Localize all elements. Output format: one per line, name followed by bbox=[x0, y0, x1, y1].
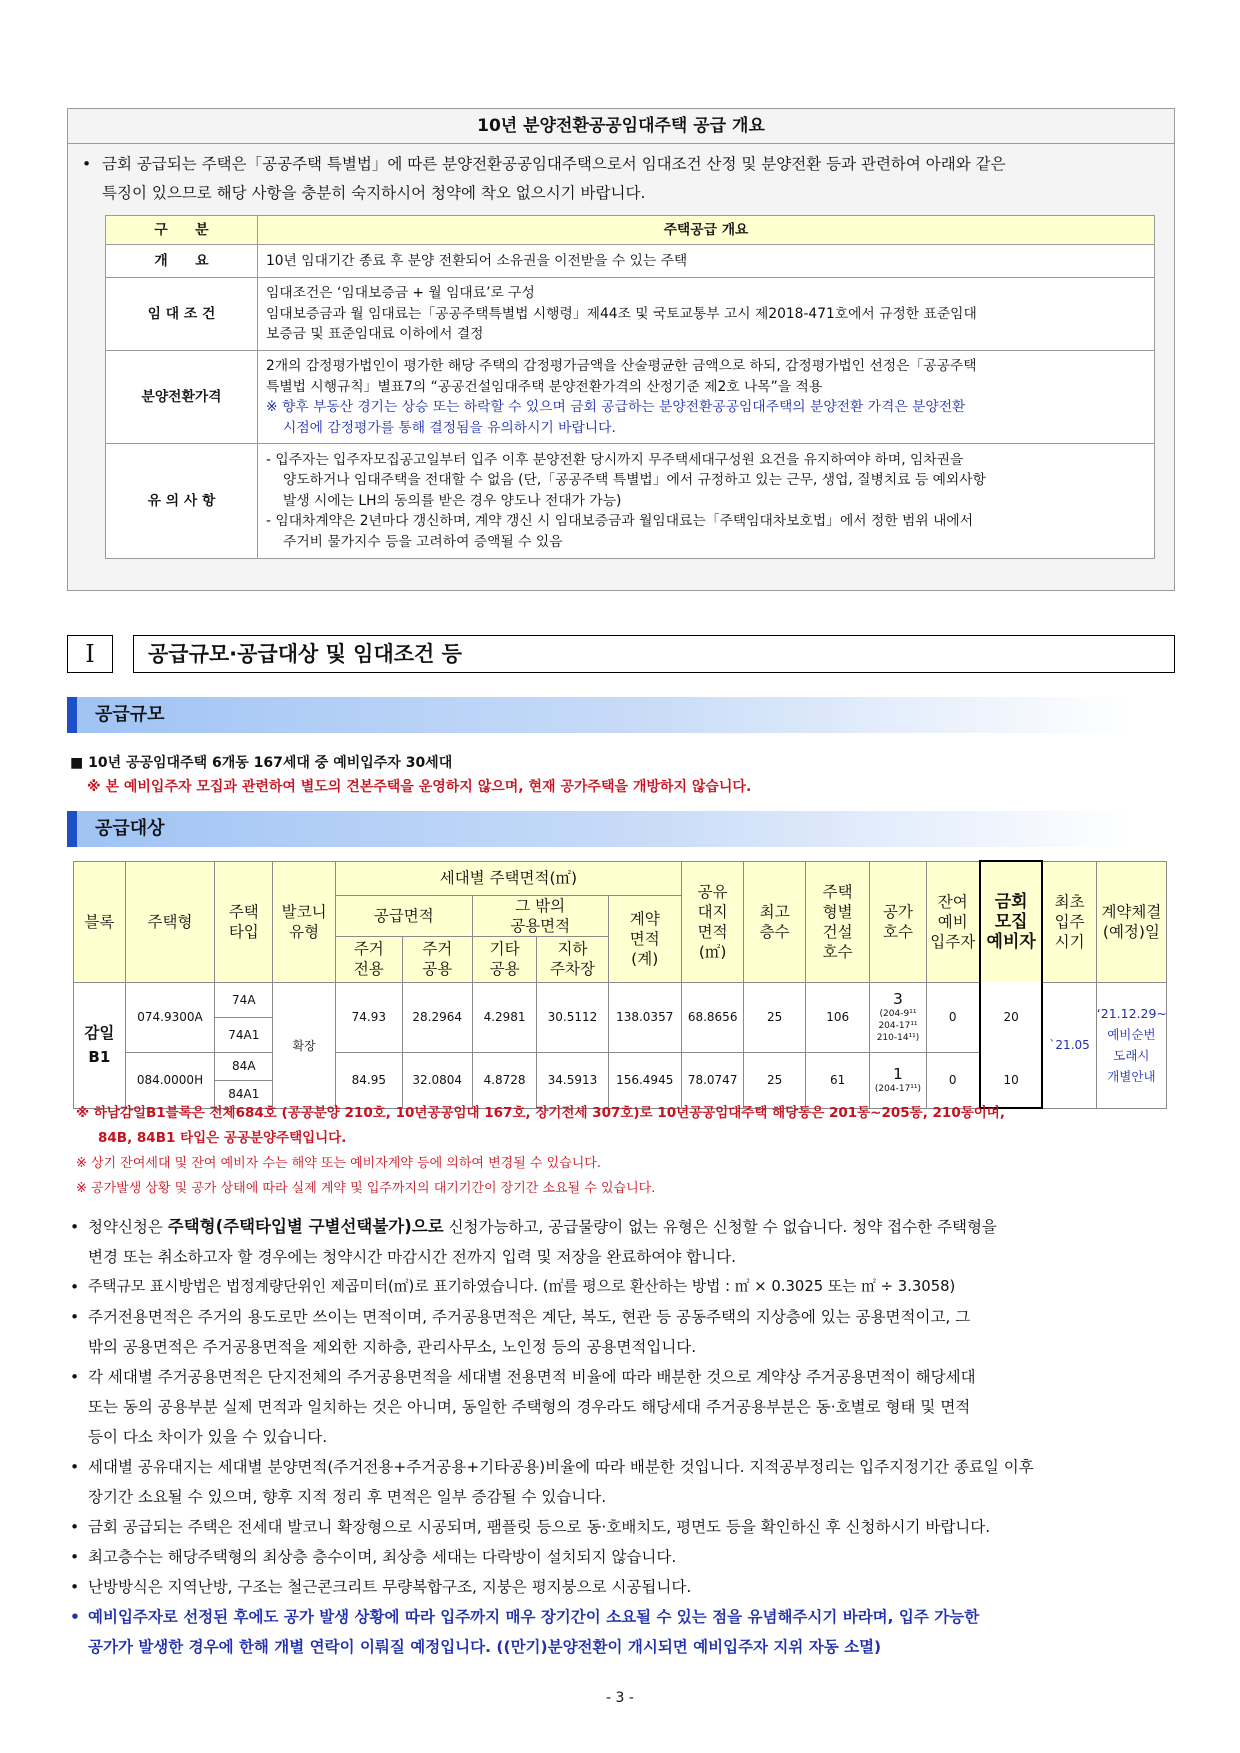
cell-built: 61 bbox=[805, 1052, 870, 1108]
col-current-recruit bbox=[980, 861, 1043, 982]
block-note-line-2: 84B, 84B1 타입은 공공분양주택입니다. bbox=[98, 1130, 347, 1146]
intro-line-2: 특징이 있으므로 해당 사항을 충분히 숙지하시어 청약에 착오 없으시기 바랍니다. bbox=[102, 184, 646, 202]
bullet-dot: • bbox=[70, 1608, 80, 1626]
header-text: 잔여 bbox=[937, 892, 968, 911]
block-code: B1 bbox=[88, 1048, 111, 1066]
cell-contract: 138.0357 bbox=[608, 982, 681, 1052]
list-item bbox=[70, 1272, 1174, 1302]
vacant-detail: (204-9¹¹ bbox=[879, 1009, 917, 1019]
subheading-label: 공급대상 bbox=[95, 818, 165, 839]
cell-subtype: 74A1 bbox=[215, 1017, 273, 1052]
header-text: 호수 bbox=[883, 922, 913, 941]
col-parking bbox=[537, 936, 608, 982]
cell-contract-date bbox=[1096, 982, 1166, 1108]
cell-recruit: 20 bbox=[980, 982, 1043, 1052]
vacant-detail: 204-17¹¹ bbox=[878, 1021, 918, 1031]
vacant-detail: 210-14¹¹) bbox=[876, 1033, 920, 1043]
col-common bbox=[402, 936, 472, 982]
row-line: 발생 시에는 LH의 동의를 받은 경우 양도나 전대가 가능) bbox=[283, 492, 622, 509]
header-text: 예비 bbox=[937, 912, 968, 931]
row-content bbox=[258, 278, 1155, 351]
bullet-text: 또는 동의 공용부분 실제 면적과 일치하는 것은 아니며, 동일한 주택형의 경우라도 해당세대 주거공용부분은 동·호별로 형태 및 면적 bbox=[88, 1398, 971, 1416]
header-category: 구 분 bbox=[106, 216, 258, 245]
header-text: 대지 bbox=[697, 902, 728, 921]
bullet-dot: • bbox=[70, 1578, 80, 1596]
cell-common: 28.2964 bbox=[402, 982, 472, 1052]
header-text: (㎡) bbox=[698, 942, 727, 961]
bullet-text: 난방방식은 지역난방, 구조는 철근콘크리트 무량복합구조, 지붕은 평지붕으로 시공됩니다. bbox=[88, 1578, 692, 1596]
vacancy-note: ※ 공가발생 상황 및 공가 상태에 따라 실제 계약 및 입주까지의 대기기간이 장기간 소요될 수 있습니다. bbox=[76, 1181, 656, 1196]
block-note-line-1: ※ 하남감일B1블록은 전체684호 (공공분양 210호, 10년공공임대 167호, 장기전세 307호)로 10년공공임대주택 해당동은 201동~205동, 210동이며, bbox=[76, 1105, 1005, 1121]
header-text: 공용 bbox=[489, 960, 520, 978]
cell-remaining: 0 bbox=[926, 1052, 980, 1108]
vacant-count: 3 bbox=[893, 990, 903, 1008]
cell-parking: 34.5913 bbox=[537, 1052, 608, 1108]
bullet-text: 최고층수는 해당주택형의 최상층 층수이며, 최상층 세대는 다락방이 설치되지 않습니다. bbox=[88, 1548, 677, 1566]
subheading-supply-target bbox=[67, 811, 1133, 847]
bullet-text: 주거전용면적은 주거의 용도로만 쓰이는 면적이며, 주거공용면적은 계단, 복도, 현관 등 공동주택의 지상층에 있는 공용면적이고, 그 bbox=[88, 1308, 971, 1326]
overview-title: 10년 분양전환공공임대주택 공급 개요 bbox=[68, 109, 1174, 144]
page-number: - 3 - bbox=[606, 1690, 634, 1706]
overview-row-conversion-price bbox=[106, 351, 1155, 444]
header-text: 면적 bbox=[629, 929, 660, 948]
header-text: 면적 bbox=[697, 922, 728, 941]
subheading-accent-bar bbox=[67, 811, 77, 847]
contract-date-line: 예비순번 bbox=[1107, 1027, 1156, 1042]
col-first-move-in bbox=[1042, 861, 1096, 982]
bullet-text: 청약신청은 bbox=[88, 1218, 168, 1236]
header-text: 공용 bbox=[422, 960, 453, 978]
intro-line-1: 금회 공급되는 주택은「공공주택 특별법」에 따른 분양전환공공임대주택으로서 임대조건 산정 및 분양전환 등과 관련하여 아래와 같은 bbox=[102, 155, 1006, 173]
list-item bbox=[70, 1212, 1174, 1272]
row-line: 보증금 및 표준임대료 이하에서 결정 bbox=[266, 326, 484, 343]
cell-subtype: 84A bbox=[215, 1052, 273, 1080]
col-vacant-units bbox=[870, 861, 926, 982]
header-text: 최고 bbox=[759, 902, 790, 921]
header-text: 발코니 bbox=[281, 902, 327, 921]
header-text: 예비자 bbox=[986, 932, 1036, 952]
cell-subtype: 74A bbox=[215, 982, 273, 1017]
header-text: 기타 bbox=[489, 940, 520, 958]
cell-exclusive: 74.93 bbox=[335, 982, 402, 1052]
bullet-dot: • bbox=[70, 1458, 80, 1476]
cell-other-common: 4.2981 bbox=[472, 982, 537, 1052]
bullet-text: 공가가 발생한 경우에 한해 개별 연락이 이뤄질 예정입니다. ((만기)분양전환이 개시되면 예비입주자 지위 자동 소멸) bbox=[88, 1638, 882, 1656]
list-item bbox=[70, 1512, 1174, 1542]
row-label: 유 의 사 항 bbox=[106, 444, 258, 559]
col-contract-date bbox=[1096, 861, 1166, 982]
cell-remaining: 0 bbox=[926, 982, 980, 1052]
cell-max-floor: 25 bbox=[744, 1052, 805, 1108]
row-label: 개 요 bbox=[106, 245, 258, 278]
col-built-units bbox=[805, 861, 870, 982]
header-text: 형별 bbox=[822, 902, 853, 921]
col-group-supply-area: 공급면적 bbox=[335, 895, 472, 936]
supply-table bbox=[73, 860, 1167, 1109]
row-note-line: ※ 향후 부동산 경기는 상승 또는 하락할 수 있으며 금회 공급하는 분양전환공공임대주택의 분양전환 가격은 분양전환 bbox=[266, 399, 966, 415]
row-content bbox=[258, 444, 1155, 559]
overview-row-summary bbox=[106, 245, 1155, 278]
cell-built: 106 bbox=[805, 982, 870, 1052]
overview-row-rental-terms bbox=[106, 278, 1155, 351]
bullet-text: 각 세대별 주거공용면적은 단지전체의 주거공용면적을 세대별 전용면적 비율에 따라 배분한 것으로 계약상 주거공용면적이 해당세대 bbox=[88, 1368, 976, 1386]
row-content bbox=[258, 245, 1155, 278]
row-line: 임대조건은 ‘임대보증금 + 월 임대료’로 구성 bbox=[266, 285, 535, 302]
subheading-accent-bar bbox=[67, 697, 77, 733]
list-item bbox=[70, 1542, 1174, 1572]
section-number: Ⅰ bbox=[67, 635, 113, 673]
cell-parking: 30.5112 bbox=[537, 982, 608, 1052]
table-row bbox=[74, 982, 1167, 1017]
header-content: 주택공급 개요 bbox=[258, 216, 1155, 245]
header-text: 입주 bbox=[1054, 912, 1085, 931]
header-text: 공가 bbox=[883, 902, 913, 921]
bullet-dot: • bbox=[70, 1278, 80, 1296]
col-max-floor bbox=[744, 861, 805, 982]
overview-intro bbox=[68, 144, 1174, 208]
row-label: 임 대 조 건 bbox=[106, 278, 258, 351]
header-text: 호수 bbox=[822, 942, 853, 961]
overview-table bbox=[105, 215, 1155, 559]
table-row bbox=[74, 1052, 1167, 1080]
header-text: 주거 bbox=[422, 940, 453, 958]
contract-date-line: 개별안내 bbox=[1107, 1069, 1156, 1084]
header-row-1 bbox=[74, 861, 1167, 895]
header-text: 유형 bbox=[289, 922, 320, 941]
row-content bbox=[258, 351, 1155, 444]
cell-recruit: 10 bbox=[980, 1052, 1043, 1108]
row-line: 임대보증금과 월 임대료는「공공주택특별법 시행령」제44조 및 국토교통부 고시 제2018-471호에서 규정한 표준임대 bbox=[266, 305, 977, 322]
header-text: 입주자 bbox=[930, 932, 976, 951]
bullet-text: 세대별 공유대지는 세대별 분양면적(주거전용+주거공용+기타공용)비율에 따라 배분한 것입니다. 지적공부정리는 입주지정기간 종료일 이후 bbox=[88, 1458, 1034, 1476]
bullet-text: 주택규모 표시방법은 법정계량단위인 제곱미터(㎡)로 표기하였습니다. (㎡를 평으로 환산하는 방법 : ㎡ × 0.3025 또는 ㎡ ÷ 3.3058) bbox=[88, 1278, 956, 1295]
col-other-common bbox=[472, 936, 537, 982]
cell-vacant bbox=[870, 1052, 926, 1108]
block-name: 감일 bbox=[84, 1024, 115, 1042]
col-contract-area bbox=[608, 895, 681, 982]
col-house-subtype bbox=[215, 861, 273, 982]
bullet-dot: • bbox=[70, 1218, 80, 1236]
col-group-area: 세대별 주택면적(㎡) bbox=[335, 861, 681, 895]
scale-summary: ■ 10년 공공임대주택 6개동 167세대 중 예비입주자 30세대 bbox=[70, 755, 453, 771]
list-item bbox=[70, 1572, 1174, 1602]
cell-land: 68.8656 bbox=[681, 982, 744, 1052]
bullet-text: 장기간 소요될 수 있으며, 향후 지적 정리 후 면적은 일부 증감될 수 있습니다. bbox=[88, 1488, 607, 1506]
list-item bbox=[70, 1302, 1174, 1362]
overview-row-notes bbox=[106, 444, 1155, 559]
bullet-text: 밖의 공용면적은 주거공용면적을 제외한 지하층, 관리사무소, 노인정 등의 공용면적입니다. bbox=[88, 1338, 697, 1356]
row-line: 10년 임대기간 종료 후 분양 전환되어 소유권을 이전받을 수 있는 주택 bbox=[266, 252, 688, 269]
cell-type: 074.9300A bbox=[125, 982, 214, 1052]
cell-common: 32.0804 bbox=[402, 1052, 472, 1108]
header-text: 최초 bbox=[1054, 892, 1085, 911]
overview-header-row bbox=[106, 216, 1155, 245]
header-text: 건설 bbox=[822, 922, 853, 941]
row-label: 분양전환가격 bbox=[106, 351, 258, 444]
bullet-text: 등이 다소 차이가 있을 수 있습니다. bbox=[88, 1428, 328, 1446]
header-text: 금회 bbox=[994, 892, 1028, 912]
row-line: 2개의 감정평가법인이 평가한 해당 주택의 감정평가금액을 산술평균한 금액으로 하되, 감정평가법인 선정은「공공주택 bbox=[266, 358, 977, 374]
cell-first-move-in: `21.05 bbox=[1042, 982, 1096, 1108]
subheading-supply-scale bbox=[67, 697, 1133, 733]
row-note-line: 시점에 감정평가를 통해 결정됨을 유의하시기 바랍니다. bbox=[283, 419, 616, 436]
row-line: 양도하거나 임대주택을 전대할 수 없음 (단,「공공주택 특별법」에서 규정하고 있는 근무, 생업, 질병치료 등 예외사항 bbox=[283, 472, 986, 489]
header-text: 주차장 bbox=[550, 960, 595, 978]
header-text: 주택 bbox=[228, 902, 259, 921]
col-house-type: 주택형 bbox=[125, 861, 214, 982]
bullet-text: 예비입주자로 선정된 후에도 공가 발생 상황에 따라 입주까지 매우 장기간이 소요될 수 있는 점을 유념해주시기 바라며, 입주 가능한 bbox=[88, 1608, 980, 1626]
row-line: 특별법 시행규칙」별표7의 “공공건설임대주택 분양전환가격의 산정기준 제2호 나목”을 적용 bbox=[266, 378, 823, 395]
header-text: 타입 bbox=[228, 922, 259, 941]
remaining-note: ※ 상기 잔여세대 및 잔여 예비자 수는 해약 또는 예비자계약 등에 의하여 변경될 수 있습니다. bbox=[76, 1156, 601, 1171]
list-item bbox=[70, 1602, 1174, 1662]
cell-other-common: 4.8728 bbox=[472, 1052, 537, 1108]
scale-notice: ※ 본 예비입주자 모집과 관련하여 별도의 견본주택을 운영하지 않으며, 현재 공가주택을 개방하지 않습니다. bbox=[87, 779, 752, 795]
header-text: 시기 bbox=[1054, 932, 1085, 951]
header-text: 계약 bbox=[629, 909, 660, 928]
cell-vacant bbox=[870, 982, 926, 1052]
header-text: 지하 bbox=[557, 940, 588, 958]
col-group-other-common bbox=[472, 895, 608, 936]
cell-exclusive: 84.95 bbox=[335, 1052, 402, 1108]
bullet-text: 신청가능하고, 공급물량이 없는 유형은 신청할 수 없습니다. 청약 접수한 주택형을 bbox=[443, 1218, 997, 1236]
list-item bbox=[70, 1362, 1174, 1452]
bullet-dot: • bbox=[70, 1548, 80, 1566]
bullet-dot: • bbox=[70, 1308, 80, 1326]
col-land-share bbox=[681, 861, 744, 982]
supply-overview-box bbox=[67, 108, 1175, 591]
row-line: - 입주자는 입주자모집공고일부터 입주 이후 분양전환 당시까지 무주택세대구성원 요건을 유지하여야 하며, 임차권을 bbox=[266, 451, 964, 468]
cell-subtype: 84A1 bbox=[215, 1080, 273, 1108]
cell-contract: 156.4945 bbox=[608, 1052, 681, 1108]
subheading-label: 공급규모 bbox=[95, 704, 165, 725]
header-text: 공유 bbox=[697, 882, 728, 901]
cell-balcony: 확장 bbox=[273, 982, 336, 1108]
row-line: - 임대차계약은 2년마다 갱신하며, 계약 갱신 시 임대보증금과 월임대료는「주택임대차보호법」에서 정한 범위 내에서 bbox=[266, 513, 974, 530]
bullet-text: 금회 공급되는 주택은 전세대 발코니 확장형으로 시공되며, 팸플릿 등으로 동·호배치도, 평면도 등을 확인하신 후 신청하시기 바랍니다. bbox=[88, 1518, 991, 1536]
header-text: 전용 bbox=[353, 960, 384, 978]
col-balcony bbox=[273, 861, 336, 982]
header-text: (계) bbox=[631, 949, 659, 968]
cell-land: 78.0747 bbox=[681, 1052, 744, 1108]
list-item bbox=[70, 1452, 1174, 1512]
header-text: 모집 bbox=[994, 912, 1028, 932]
header-text: 그 밖의 bbox=[515, 896, 566, 915]
vacant-detail: (204-17¹¹) bbox=[874, 1084, 922, 1094]
bullet-dot: • bbox=[70, 1368, 80, 1386]
header-text: 계약체결 bbox=[1101, 902, 1162, 921]
cell-type: 084.0000H bbox=[125, 1052, 214, 1108]
header-text: 주택 bbox=[822, 882, 853, 901]
col-remaining-waitlist bbox=[926, 861, 980, 982]
contract-date-line: ‘21.12.29~ bbox=[1096, 1006, 1167, 1021]
bullet-dot: • bbox=[82, 155, 92, 173]
col-block: 블록 bbox=[74, 861, 126, 982]
header-text: 공용면적 bbox=[510, 916, 571, 935]
vacant-count: 1 bbox=[893, 1065, 903, 1083]
row-line: 주거비 물가지수 등을 고려하여 증액될 수 있음 bbox=[283, 533, 563, 550]
cell-max-floor: 25 bbox=[744, 982, 805, 1052]
bullet-dot: • bbox=[70, 1518, 80, 1536]
header-text: 주거 bbox=[353, 940, 384, 958]
bullet-emphasis: 주택형(주택타입별 구별선택불가)으로 bbox=[167, 1217, 444, 1236]
bullet-text: 변경 또는 취소하고자 할 경우에는 청약시간 마감시간 전까지 입력 및 저장을 완료하여야 합니다. bbox=[88, 1248, 737, 1266]
header-text: 층수 bbox=[759, 922, 790, 941]
cell-block bbox=[74, 982, 126, 1108]
notice-bullets bbox=[70, 1212, 1174, 1662]
contract-date-line: 도래시 bbox=[1113, 1048, 1150, 1063]
col-exclusive bbox=[335, 936, 402, 982]
header-text: (예정)일 bbox=[1102, 922, 1160, 941]
section-title: 공급규모·공급대상 및 임대조건 등 bbox=[133, 635, 1175, 673]
